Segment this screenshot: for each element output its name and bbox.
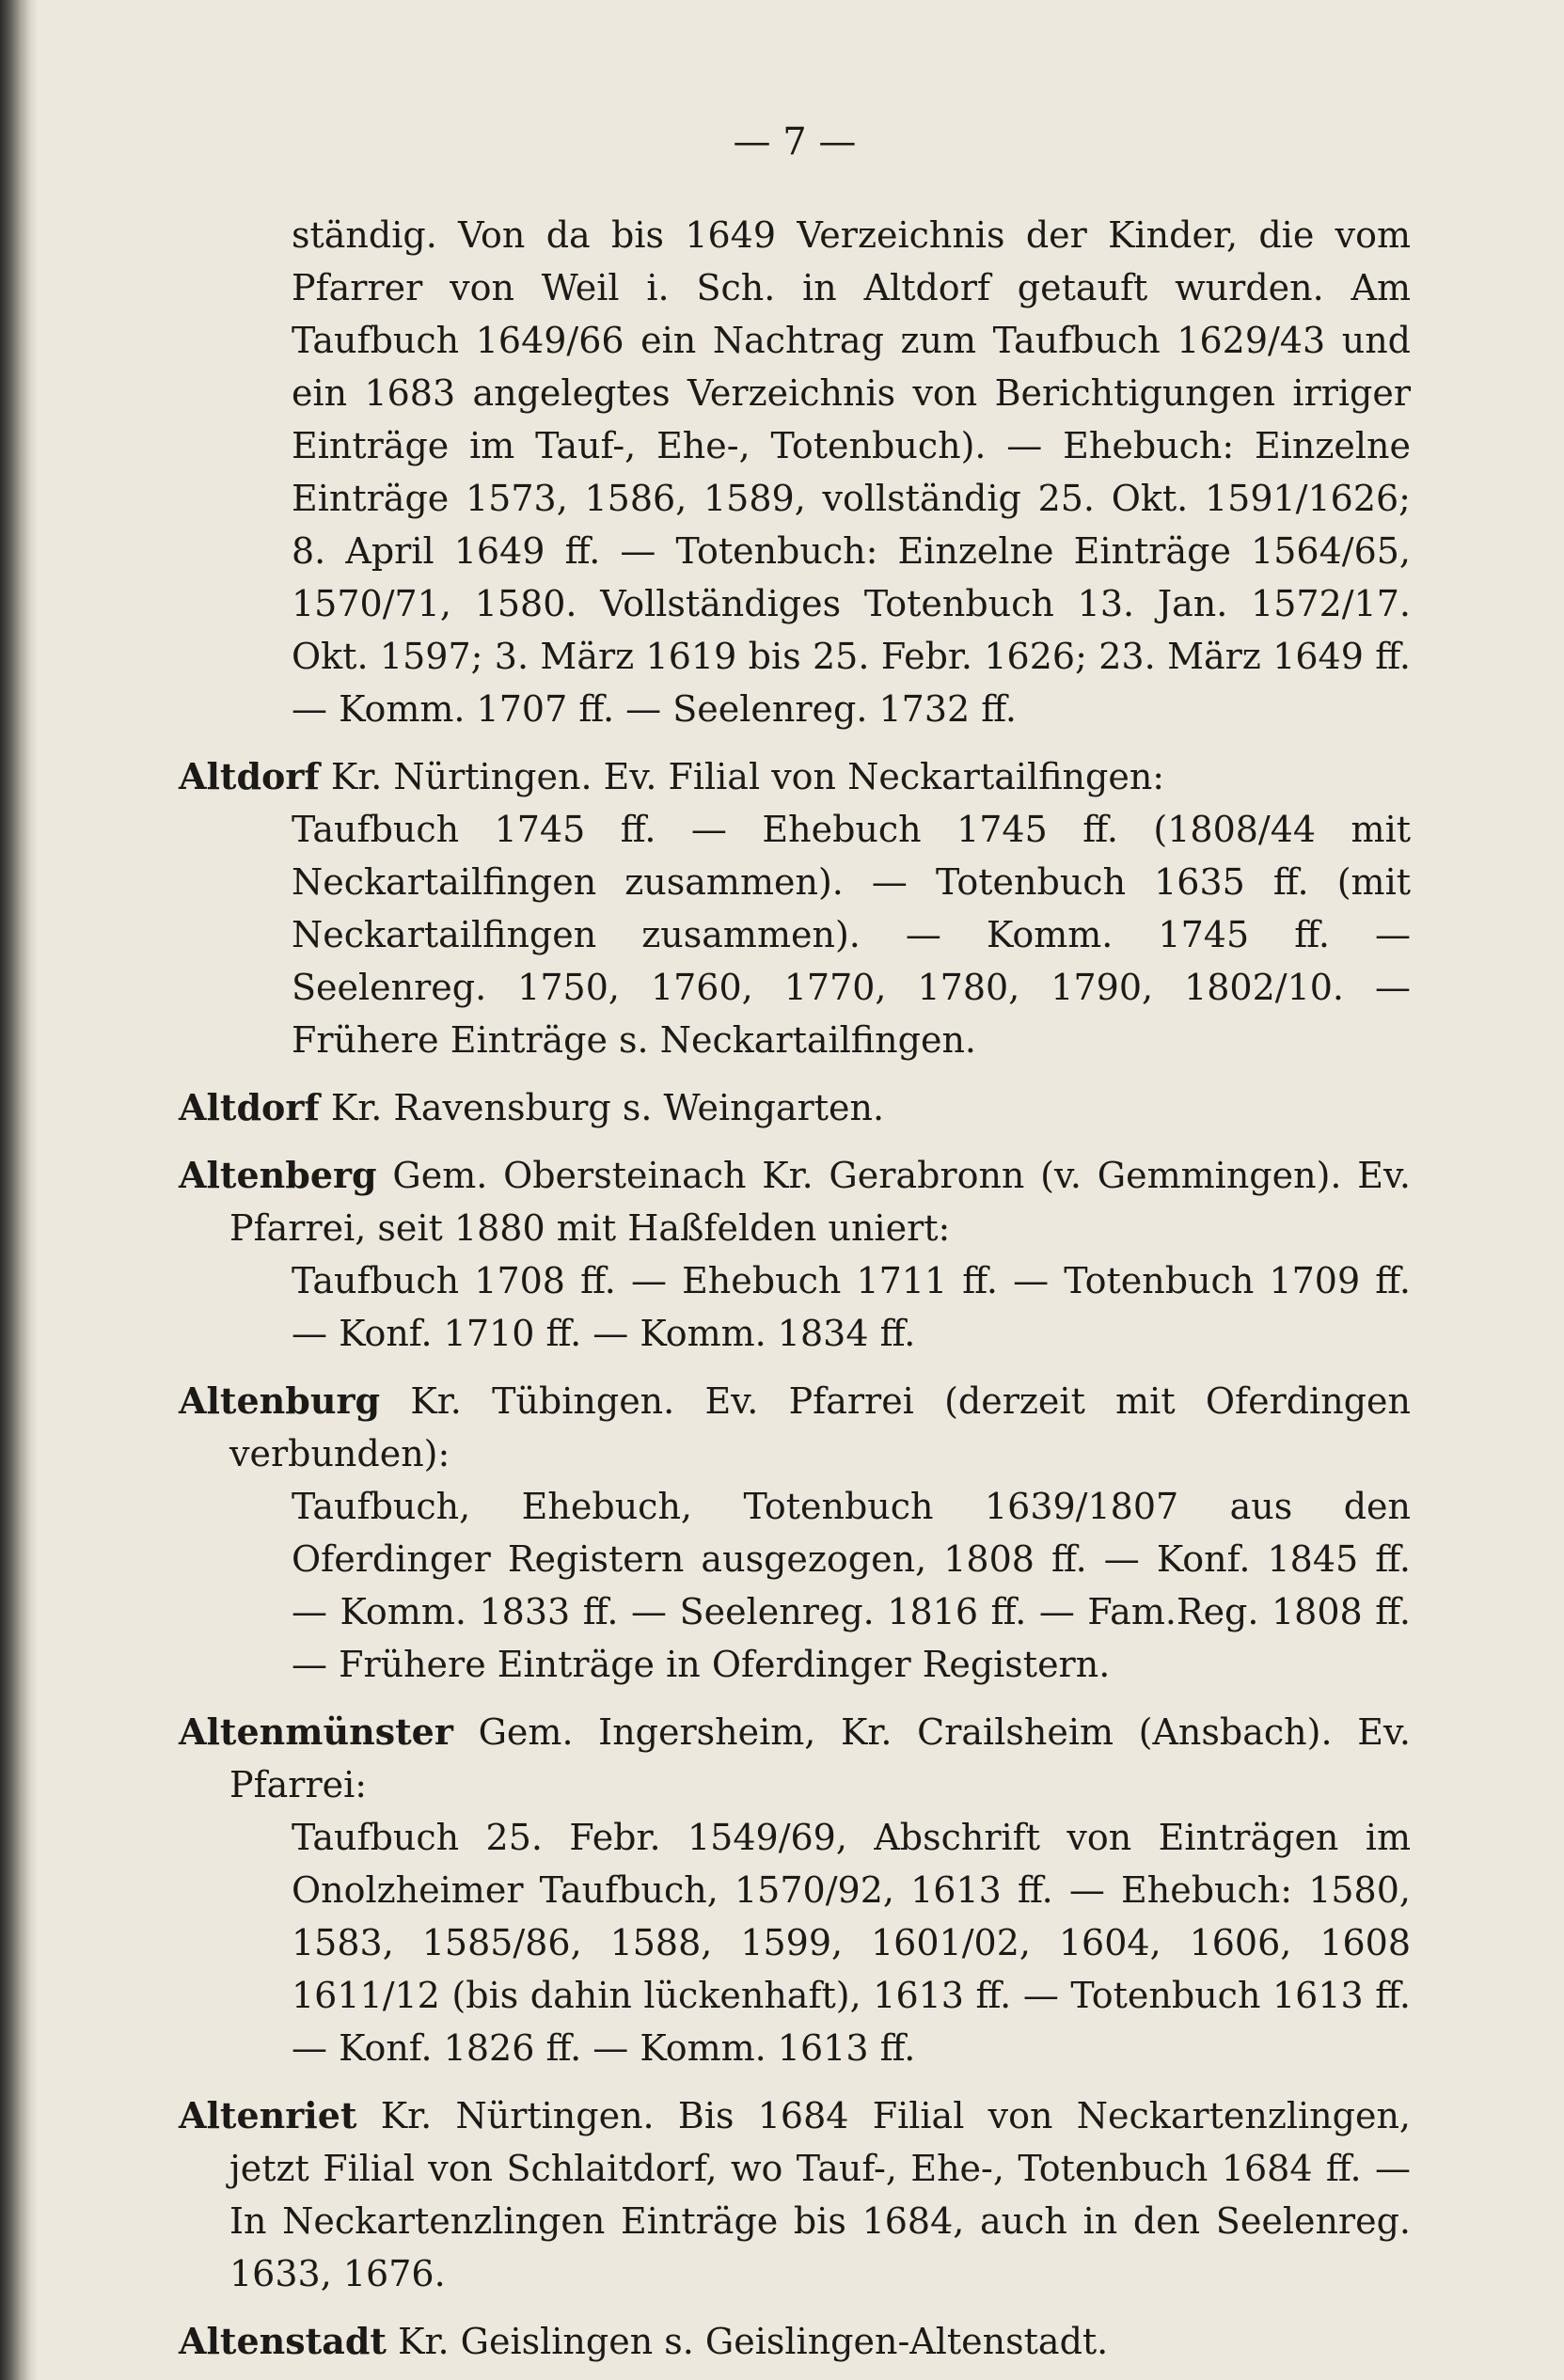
entry-body: Taufbuch, Ehebuch, Totenbuch 1639/1807 aus den Oferdinger Registern ausgezogen, 1808 ff. — Konf. 1845 ff. — Komm. 1833 ff. — Seelenreg. 1816 ff. — Fam.Reg. 1808 ff. — Frühere Einträge in Oferdinger Registern. — [292, 1486, 1411, 1685]
entry-name: Altenberg — [179, 1154, 377, 1196]
entry-name: Altenstadt — [179, 2320, 387, 2362]
entry-name: Altenmünster — [179, 1710, 453, 1753]
entry-head: Gem. Obersteinach Kr. Gerabronn (v. Gemmingen). Ev. Pfarrei, seit 1880 mit Haßfelden uniert: — [229, 1155, 1411, 1249]
entry-head: Kr. Nürtingen. Ev. Filial von Neckartailfingen: — [330, 756, 1165, 797]
entry-altenberg — [179, 1149, 1411, 1360]
page-number: — 7 — — [733, 120, 857, 164]
document-page — [179, 0, 1411, 2380]
entry-head: Kr. Ravensburg s. Weingarten. — [330, 1087, 885, 1128]
entry-body: Taufbuch 1745 ff. — Ehebuch 1745 ff. (1808/44 mit Neckartailfingen zusammen). — Totenbuch 1635 ff. (mit Neckartailfingen zusammen). — Komm. 1745 ff. — Seelenreg. 1750, 1760, 1770, 1780, 1790, 1802/10. — Frühere Einträge s. Neckartailfingen. — [292, 809, 1411, 1061]
entry-altenburg — [179, 1375, 1411, 1691]
entry-name: Altenriet — [179, 2094, 357, 2136]
entry-altenmuenster — [179, 1706, 1411, 2074]
entry-name: Altenburg — [179, 1379, 381, 1422]
entry-name: Altdorf — [179, 1086, 320, 1128]
entry-altenriet — [179, 2089, 1411, 2300]
intro-paragraph: ständig. Von da bis 1649 Verzeichnis der Kinder, die vom Pfarrer von Weil i. Sch. in Altdorf getauft wurden. Am Taufbuch 1649/66 ein Nachtrag zum Taufbuch 1629/43 und ein 1683 angelegtes Verzeichnis von Berichtigungen irriger Einträge im Tauf-, Ehe-, Totenbuch). — Ehebuch: Einzelne Einträge 1573, 1586, 1589, vollständig 25. Okt. 1591/1626; 8. April 1649 ff. — Totenbuch: Einzelne Einträge 1564/65, 1570/71, 1580. Vollständiges Totenbuch 13. Jan. 1572/17. Okt. 1597; 3. März 1619 bis 25. Febr. 1626; 23. März 1649 ff. — Komm. 1707 ff. — Seelenreg. 1732 ff. — [292, 214, 1411, 730]
entry-altdorf-nuertingen — [179, 750, 1411, 1066]
page-text — [179, 209, 1411, 2368]
entry-head: Kr. Tübingen. Ev. Pfarrei (derzeit mit Oferdingen verbunden): — [229, 1380, 1411, 1474]
entry-altdorf-ravensburg — [179, 1081, 1411, 1134]
entry-head: Kr. Geislingen s. Geislingen-Altenstadt. — [398, 2321, 1109, 2362]
entry-head: Kr. Nürtingen. Bis 1684 Filial von Neckartenzlingen, jetzt Filial von Schlaitdorf, wo Tauf-, Ehe-, Totenbuch 1684 ff. — In Neckartenzlingen Einträge bis 1684, auch in den Seelenreg. 1633, 1676. — [229, 2095, 1411, 2294]
entry-body: Taufbuch 25. Febr. 1549/69, Abschrift von Einträgen im Onolzheimer Taufbuch, 1570/92, 1613 ff. — Ehebuch: 1580, 1583, 1585/86, 1588, 1599, 1601/02, 1604, 1606, 1608 1611/12 (bis dahin lückenhaft), 1613 ff. — Totenbuch 1613 ff. — Konf. 1826 ff. — Komm. 1613 ff. — [292, 1817, 1411, 2069]
entry-body: Taufbuch 1708 ff. — Ehebuch 1711 ff. — Totenbuch 1709 ff. — Konf. 1710 ff. — Komm. 1834 ff. — [292, 1260, 1411, 1354]
entry-head: Gem. Ingersheim, Kr. Crailsheim (Ansbach). Ev. Pfarrei: — [229, 1711, 1411, 1805]
scan-gutter-shadow — [0, 0, 38, 2380]
entry-name: Altdorf — [179, 755, 320, 797]
entry-altenstadt — [179, 2315, 1411, 2368]
